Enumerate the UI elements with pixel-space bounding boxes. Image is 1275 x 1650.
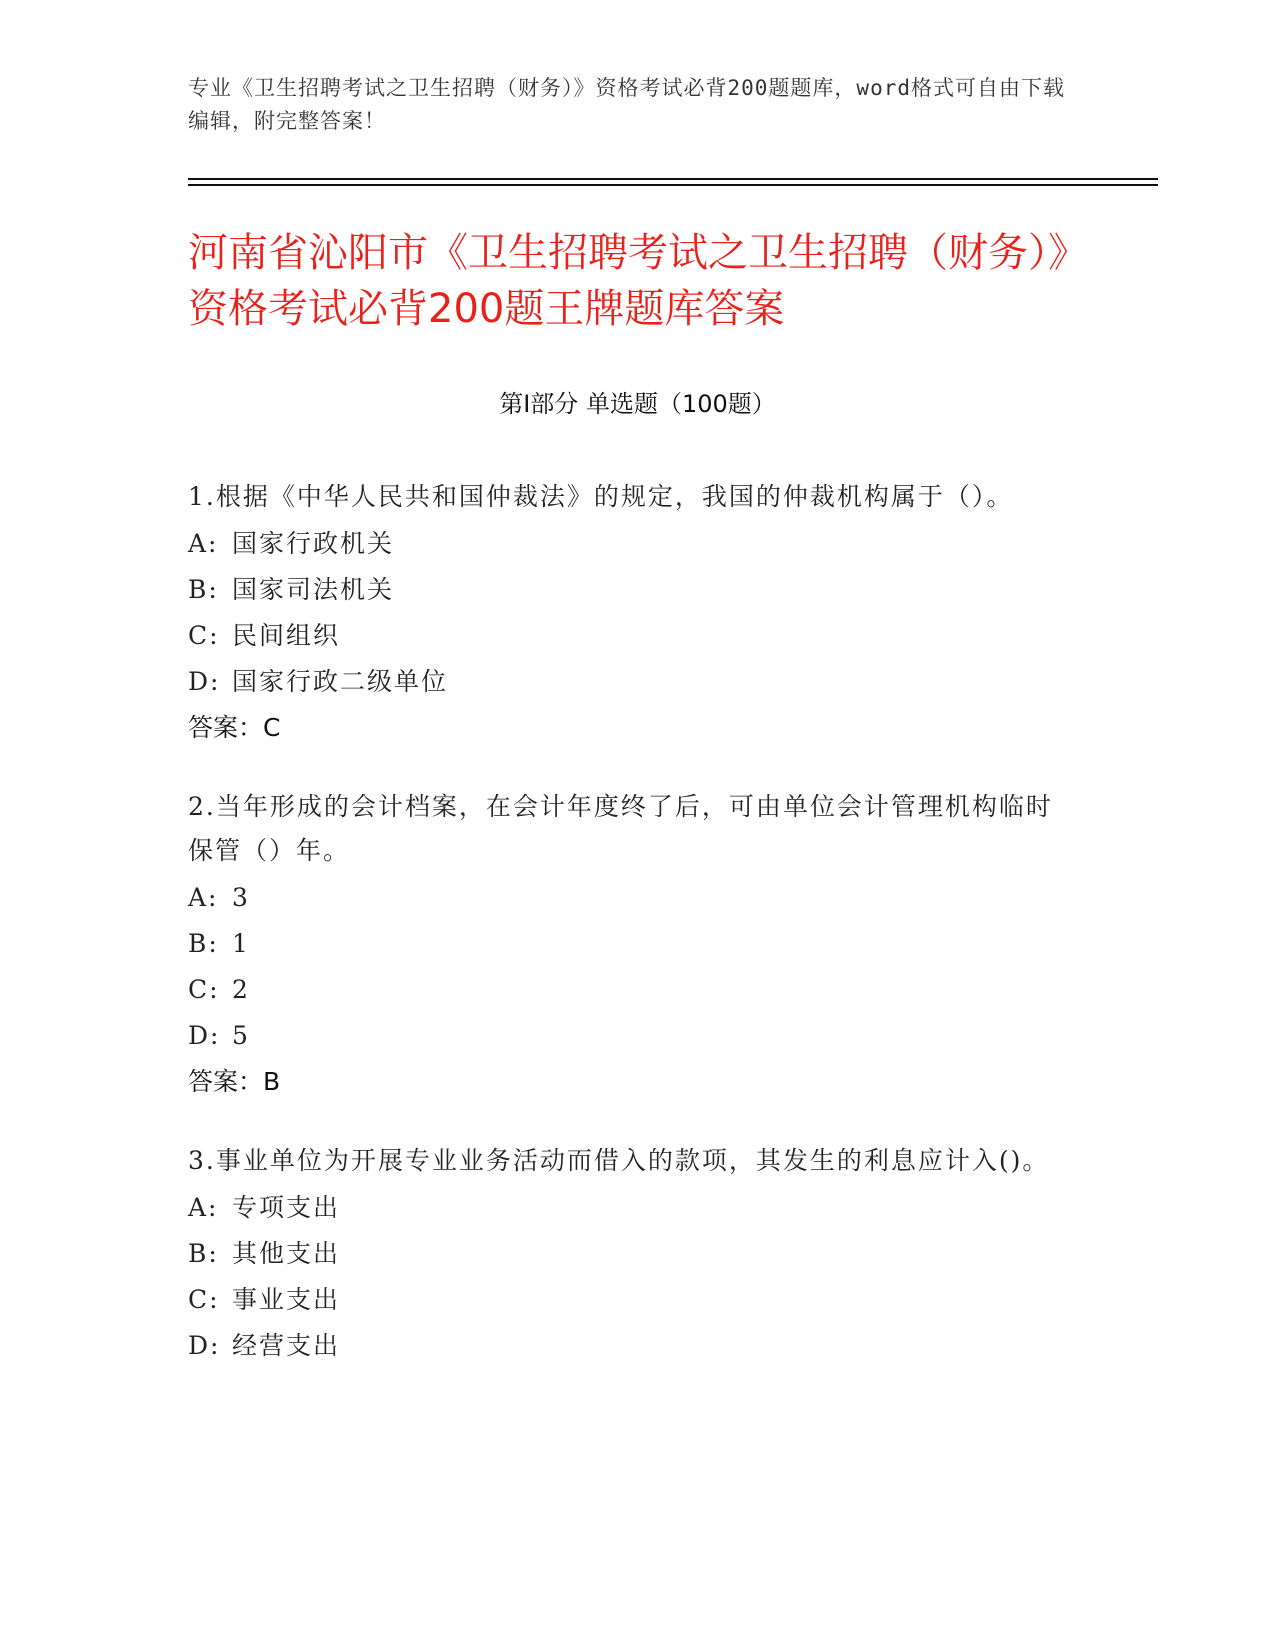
option-key: A: <box>188 529 219 558</box>
option-text: 国家司法机关 <box>232 575 395 604</box>
document-title: 河南省沁阳市《卫生招聘考试之卫生招聘（财务）》资格考试必背200题王牌题库答案 <box>188 230 1088 332</box>
question-3 <box>188 1139 1068 1369</box>
option-d <box>188 1323 1068 1369</box>
question-stem: 1.根据《中华人民共和国仲裁法》的规定，我国的仲裁机构属于（）。 <box>188 482 1014 511</box>
option-key: C: <box>188 621 220 650</box>
answer-line: 答案：C <box>188 713 281 742</box>
header-rule-top <box>188 178 1158 180</box>
option-a <box>188 521 1068 567</box>
option-key: D: <box>188 1021 221 1050</box>
option-key: A: <box>188 883 219 912</box>
option-text: 其他支出 <box>232 1239 341 1268</box>
option-b <box>188 921 1068 967</box>
option-key: C: <box>188 1285 220 1314</box>
option-c <box>188 1277 1068 1323</box>
option-c <box>188 613 1068 659</box>
question-stem: 3.事业单位为开展专业业务活动而借入的款项，其发生的利息应计入()。 <box>188 1146 1050 1175</box>
option-c <box>188 967 1068 1013</box>
header-note: 专业《卫生招聘考试之卫生招聘（财务）》资格考试必背200题题库，word格式可自由下载编辑，附完整答案！ <box>188 76 1065 133</box>
option-key: C: <box>188 975 220 1004</box>
option-text: 民间组织 <box>232 621 341 650</box>
option-b <box>188 567 1068 613</box>
option-a <box>188 875 1068 921</box>
question-1 <box>188 475 1068 751</box>
option-key: D: <box>188 667 221 696</box>
option-text: 1 <box>232 929 250 958</box>
header-rule-bottom <box>188 184 1158 186</box>
answer-line: 答案：B <box>188 1067 281 1096</box>
option-key: B: <box>188 575 219 604</box>
section-title: 第I部分 单选题（100题） <box>499 390 776 418</box>
option-d <box>188 1013 1068 1059</box>
option-text: 5 <box>232 1021 250 1050</box>
option-text: 国家行政机关 <box>232 529 395 558</box>
option-a <box>188 1185 1068 1231</box>
option-key: A: <box>188 1193 219 1222</box>
option-text: 国家行政二级单位 <box>232 667 449 696</box>
option-key: B: <box>188 929 219 958</box>
question-stem: 2.当年形成的会计档案，在会计年度终了后，可由单位会计管理机构临时保管（）年。 <box>188 792 1053 865</box>
option-key: D: <box>188 1331 221 1360</box>
option-text: 事业支出 <box>232 1285 341 1314</box>
option-text: 3 <box>232 883 250 912</box>
question-list <box>188 475 1068 1403</box>
option-key: B: <box>188 1239 219 1268</box>
option-text: 2 <box>232 975 250 1004</box>
option-text: 专项支出 <box>232 1193 341 1222</box>
option-text: 经营支出 <box>232 1331 341 1360</box>
question-2 <box>188 785 1068 1105</box>
option-d <box>188 659 1068 705</box>
option-b <box>188 1231 1068 1277</box>
